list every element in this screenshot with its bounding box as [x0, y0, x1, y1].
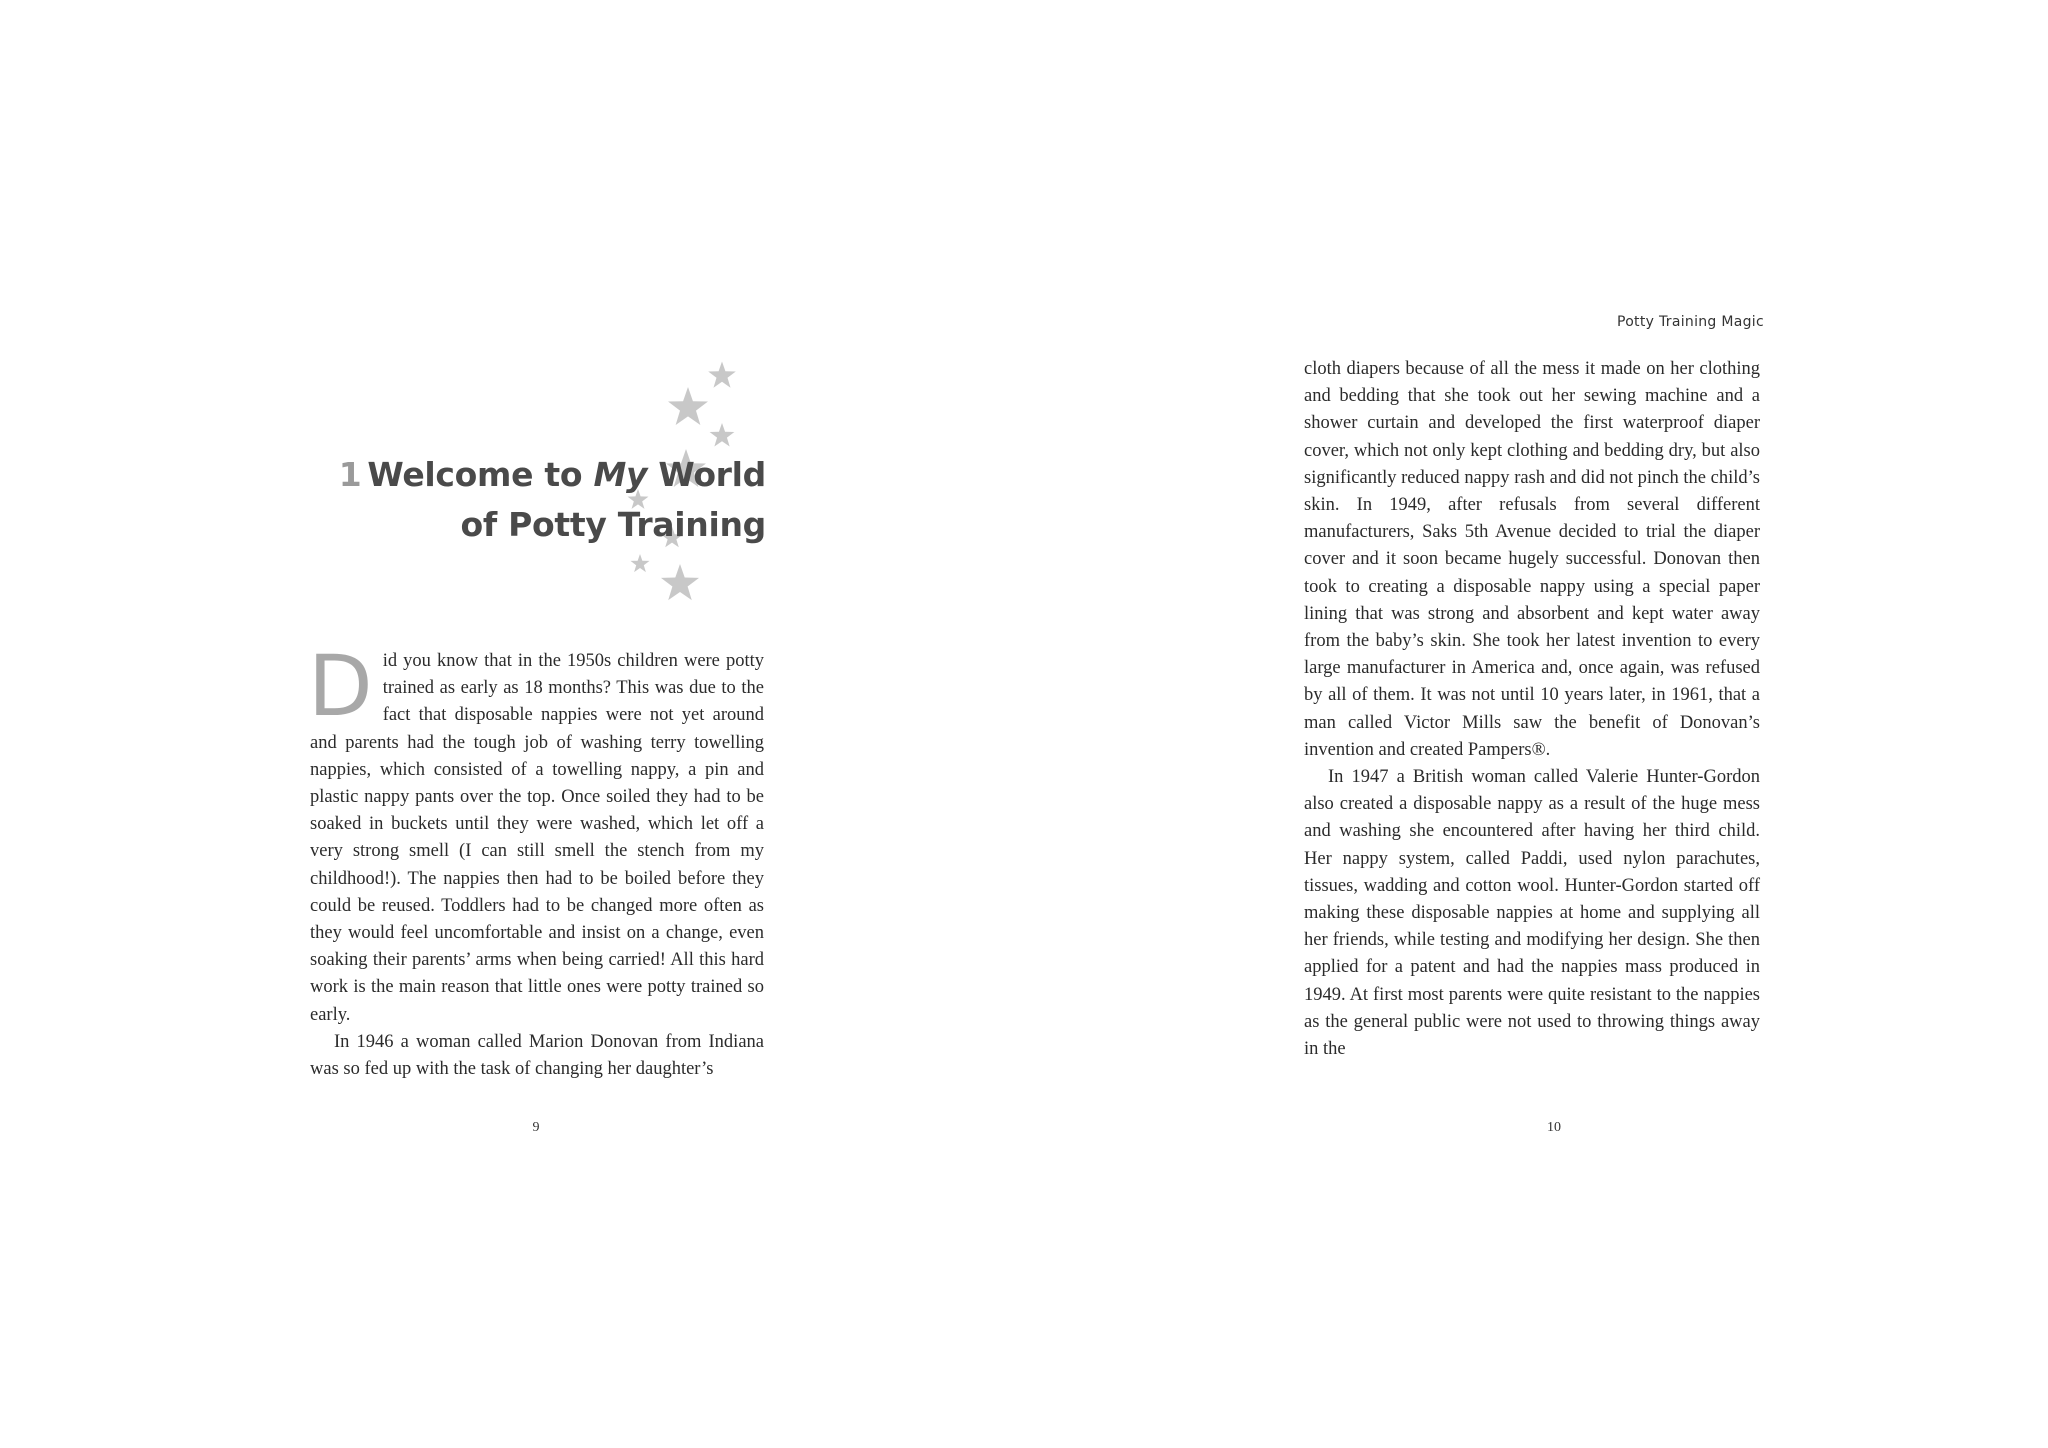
right-page [1024, 0, 2048, 1448]
page-number: 9 [532, 1120, 540, 1135]
chapter-title-line2: of Potty Training [460, 505, 766, 544]
chapter-title-line1 [310, 450, 766, 500]
chapter-title-emphasis: My [593, 455, 648, 494]
paragraph: In 1946 a woman called Marion Donovan from Indiana was so fed up with the task of changing her daughter’s [310, 1031, 764, 1080]
chapter-title-part: World [647, 455, 766, 494]
paragraph-text: id you know that in the 1950s children were potty trained as early as 18 months? This was due to the fact that disposable nappies were not yet around and parents had the tough job of washing terry towelling nappies, which consisted of a towelling nappy, a pin and plastic nappy pants over the top. Once soiled they had to be soaked in buckets until they were washed, which let off a very strong smell (I can still smell the stench from my childhood!). The nappies then had to be boiled before they could be reused. Toddlers had to be changed more often as they would feel uncomfortable and insist on a change, even soaking their parents’ arms when being carried! All this hard work is the main reason that little ones were potty trained so early. [310, 651, 764, 1025]
chapter-title [310, 450, 766, 550]
chapter-number: 1 [338, 455, 362, 494]
right-body-text [1304, 356, 1760, 1063]
drop-cap: D [308, 637, 373, 735]
left-body-text [308, 637, 764, 1083]
paragraph: cloth diapers because of all the mess it made on her clothing and bedding that she took out her sewing machine and a shower curtain and developed the first waterproof diaper cover, which not only kept clothing and bedding dry, but also significantly reduced nappy rash and did not pinch the child’s skin. In 1949, after refusals from several different manufacturers, Saks 5th Avenue decided to trial the diaper cover and it soon became hugely successful. Donovan then took to creating a disposable nappy using a special paper lining that was strong and absorbent and kept water away from the baby’s skin. She took her latest invention to every large manufacturer in America and, once again, was refused by all of them. It was not until 10 years later, in 1961, that a man called Victor Mills saw the benefit of Donovan’s invention and created Pampers®. [1304, 359, 1760, 760]
chapter-title-part: Welcome to [367, 455, 594, 494]
paragraph: In 1947 a British woman called Valerie Hunter-Gordon also created a disposable nappy as a result of the huge mess and washing she encountered after having her third child. Her nappy system, called Paddi, used nylon parachutes, tissues, wadding and cotton wool. Hunter-Gordon started off making these disposable nappies at home and supplying all her friends, while testing and modifying her design. She then applied for a patent and had the nappies mass produced in 1949. At first most parents were quite resistant to the nappies as the general public were not used to throwing things away in the [1304, 767, 1760, 1060]
paragraph [308, 637, 764, 1029]
running-head: Potty Training Magic [1616, 314, 1764, 330]
page-number: 10 [1547, 1120, 1561, 1135]
